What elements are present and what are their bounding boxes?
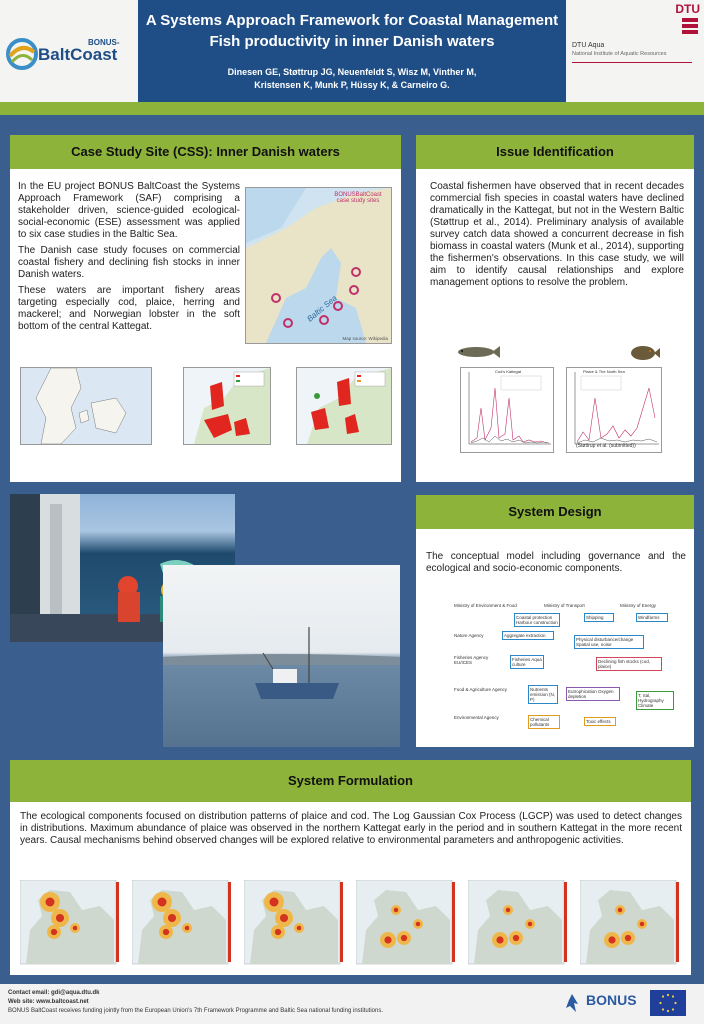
box-shipping: Shipping: [584, 613, 614, 622]
distribution-map-1: [20, 880, 120, 966]
header-green-bar: [0, 102, 704, 115]
box-tsal-climate: T, Sal, Hydrography Climate: [636, 691, 674, 710]
chart-note: (Støttrup et al. (submitted)): [576, 443, 636, 449]
cod-chart-graphic: [461, 368, 553, 452]
box-coastal-protection: Coastal protection Harbour construction: [514, 613, 560, 627]
box-declining-stocks: Declining fish stocks (cod, plaice): [596, 657, 662, 671]
baltcoast-logo-area: [0, 0, 138, 102]
bonus-logo-icon: [562, 992, 582, 1014]
case-study-para1: In the EU project BONUS BaltCoast the Systems Approach Framework (SAF) comprising a stakeholder driven, science-guided ecological-social-economic (ESE) assessment was applied to six case studies in the Baltic Sea.: [18, 181, 240, 240]
box-chemical-pollutants: Chemical pollutants: [528, 715, 560, 729]
box-aggregate-extraction: Aggregate extraction: [502, 631, 554, 640]
system-formulation-panel: [10, 760, 691, 975]
fishery-map-1: [183, 367, 271, 445]
plaice-chart-title: Plaice & The North Sea: [583, 369, 625, 374]
map-label: BONUSBaltCoast case study sites: [334, 192, 382, 204]
row-food-agency: Food & Agriculture Agency: [454, 687, 508, 692]
distribution-map-6: [580, 880, 680, 966]
system-design-text: The conceptual model including governance and the ecological and socio-economic components.: [426, 551, 686, 574]
distribution-map-2: [132, 880, 232, 966]
baltcoast-logo-icon: [6, 38, 38, 70]
sea-label: Baltic Sea: [305, 293, 339, 324]
distribution-map-4: [356, 880, 456, 966]
case-study-title: Case Study Site (CSS): Inner Danish waters: [10, 135, 401, 169]
cod-chart: [460, 367, 554, 453]
ministry-transport: Ministry of Transport: [544, 603, 585, 608]
issue-title: Issue Identification: [416, 135, 694, 169]
poster-subtitle: Fish productivity in inner Danish waters: [209, 33, 495, 50]
map-source: Map source: Wikipedia: [342, 336, 388, 341]
authors-line1: Dinesen GE, Støttrup JG, Neuenfeldt S, Wisz M, Vinther M,: [227, 67, 477, 77]
case-study-para2: The Danish case study focuses on commercial coastal fishery and declining fish stocks in inner Danish waters.: [18, 245, 240, 280]
distribution-map-5: [468, 880, 568, 966]
dtu-logo-icon: [682, 18, 698, 34]
contact-email: Contact email: gdi@aqua.dtu.dk: [8, 990, 100, 996]
box-fisheries: Fisheries Aqua culture: [510, 655, 544, 669]
baltic-map-graphic: [246, 188, 391, 343]
cod-chart-title: Cod's Kattegat: [495, 369, 522, 374]
denmark-map-graphic: [21, 368, 151, 444]
eu-flag-icon: [650, 990, 686, 1016]
distribution-map-3: [244, 880, 344, 966]
dtu-divider: [572, 62, 692, 63]
dtu-institute: National Institute of Aquatic Resources: [572, 51, 667, 57]
case-study-panel: [10, 135, 401, 482]
box-toxic-effects: Toxic effects: [584, 717, 616, 726]
distribution-maps-row: [20, 880, 682, 968]
fishery-map-2-graphic: [297, 368, 391, 444]
box-physical-disturbance: Physical disturbance/change Spatial use, noise: [574, 635, 644, 649]
fishing-boat-photo: [163, 565, 400, 747]
denmark-map: [20, 367, 152, 445]
row-environmental-agency: Environmental Agency: [454, 715, 499, 720]
poster-footer: [0, 984, 704, 1024]
conceptual-model-diagram: [424, 595, 686, 735]
case-study-text: [18, 181, 240, 333]
baltic-map: [245, 187, 392, 344]
box-eutrophication: Eutrophication Oxygen depletion: [566, 687, 620, 701]
fishing-boat-photo-graphic: [163, 565, 400, 747]
plaice-chart-graphic: [567, 368, 661, 452]
dtu-unit: DTU Aqua: [572, 42, 605, 49]
cod-fish-icon: [456, 345, 500, 359]
web-site: Web site: www.baltcoast.net: [8, 999, 89, 1005]
authors-line2: Kristensen K, Munk P, Hüssy K, & Carneiro G.: [254, 80, 450, 90]
fishery-map-2: [296, 367, 392, 445]
ministry-energy: Ministry of Energy: [620, 603, 657, 608]
system-formulation-text: The ecological components focused on distribution patterns of plaice and cod. The Log Gaussian Cox Process (LGCP) was used to detect changes in distributions. Maximum abundance of plaice was observed in the northern Kattegat early in the period and in southern Kattegat in the more recent years. Causal mechanisms behind observed changes will be explored relative to environmental parameters and anthropogenic activities.: [20, 811, 682, 846]
funding-note: BONUS BaltCoast receives funding jointly from the European Union's 7th Framework Programme and Baltic Sea national funding institutions.: [8, 1008, 383, 1014]
logo-prefix: BONUS-: [88, 38, 120, 47]
case-study-para3: These waters are important fishery areas targeting especially cod, plaice, herring and mackerel; and Norwegian lobster in the soft bottom of the central Kattegat.: [18, 285, 240, 332]
system-design-panel: [416, 495, 694, 747]
issue-text: Coastal fishermen have observed that in recent decades commercial fish species in coastal waters have declined dramatically in the Kattegat, but not in the Western Baltic (Støttrup et al., 2014). Preliminary analysis of available survey catch data showed a concurrent decrease in fish biomass in coastal waters (Munk et al., 2014), supporting the fishermen's observations. In this case study, we will aim to identify causal relationships and explore management options to resolve the problem.: [430, 181, 684, 288]
bonus-logo-text: BONUS: [586, 992, 637, 1008]
poster-title: A Systems Approach Framework for Coastal Management: [145, 12, 559, 29]
box-nutrients: Nutrients emission (N, P): [528, 685, 558, 704]
dtu-logo-text: DTU: [675, 2, 700, 16]
row-ministry-env: Ministry of Environment & Food: [454, 603, 517, 608]
plaice-chart: [566, 367, 662, 453]
system-formulation-title: System Formulation: [10, 760, 691, 802]
box-windfarms: Windfarms: [636, 613, 668, 622]
row-fisheries-agency: Fisheries Agency EU/ICES: [454, 655, 489, 665]
issue-panel: [416, 135, 694, 482]
fishery-map-1-graphic: [184, 368, 270, 444]
plaice-fish-icon: [630, 345, 660, 361]
logo-name: BaltCoast: [38, 45, 118, 64]
poster-header: [138, 0, 566, 102]
row-nature-agency: Nature Agency: [454, 633, 484, 638]
system-design-title: System Design: [416, 495, 694, 529]
dtu-logo-area: [566, 0, 704, 102]
